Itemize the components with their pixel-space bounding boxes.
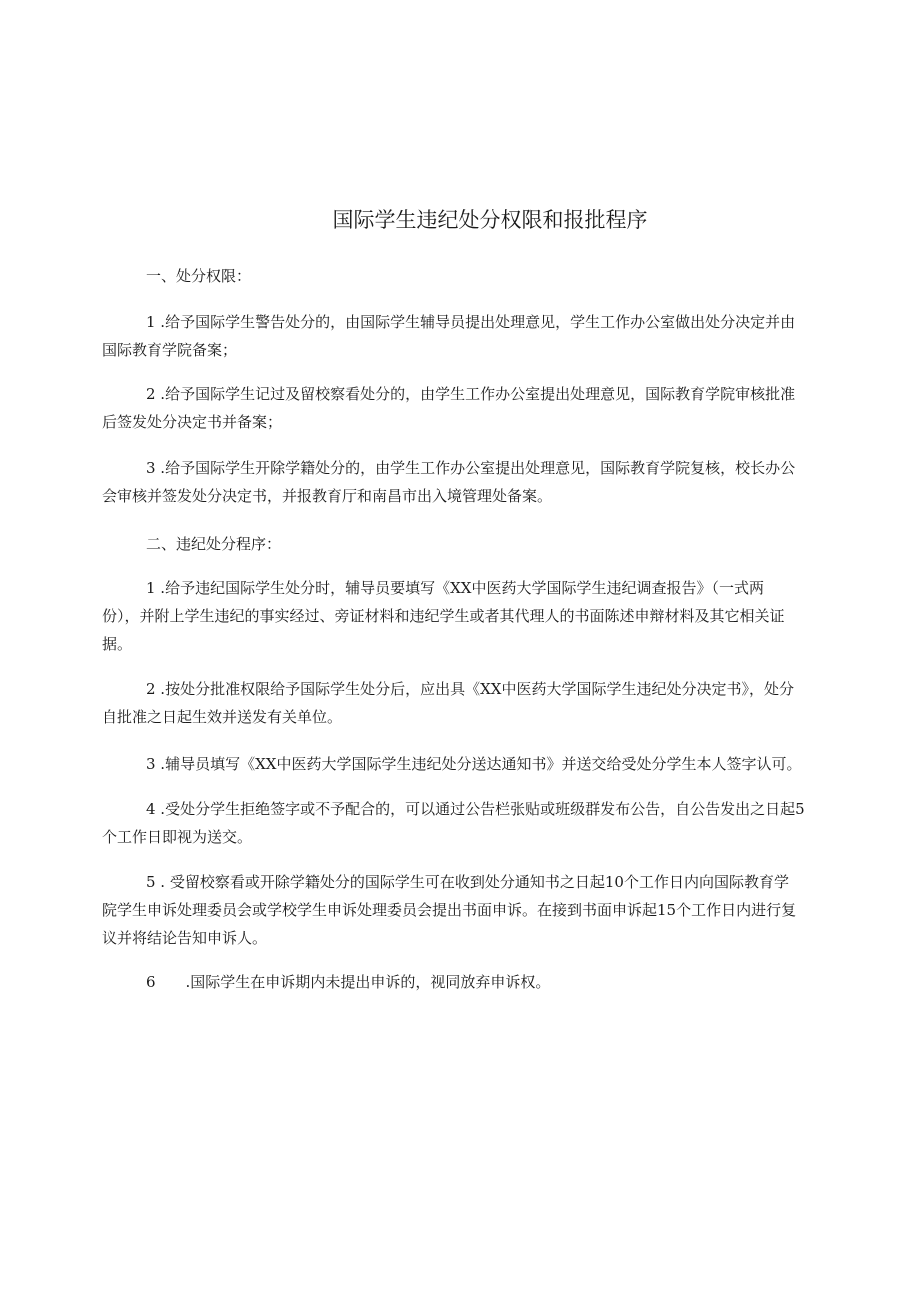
paragraph-line: 后签发处分决定书并备案； xyxy=(102,413,283,431)
paragraph-line: 5 . 受留校察看或开除学籍处分的国际学生可在收到处分通知书之日起10个工作日内向国际教育学 xyxy=(146,873,789,891)
procedure-item-1 xyxy=(102,574,880,658)
paragraph-line: 3 .给予国际学生开除学籍处分的，由学生工作办公室提出处理意见，国际教育学院复核，校长办公 xyxy=(146,459,796,477)
paragraph-line: 4 .受处分学生拒绝签字或不予配合的，可以通过公告栏张贴或班级群发布公告，自公告发出之日起5 xyxy=(146,800,805,818)
paragraph-line: 会审核并签发处分决定书，并报教育厅和南昌市出入境管理处备案。 xyxy=(102,487,553,505)
procedure-item-3 xyxy=(102,750,880,778)
paragraph-line: 1 .给予国际学生警告处分的，由国际学生辅导员提出处理意见，学生工作办公室做出处分决定并由 xyxy=(146,313,796,331)
procedure-item-5 xyxy=(102,868,880,952)
section-heading-authority: 一、处分权限： xyxy=(146,267,252,285)
paragraph-line: 议并将结论告知申诉人。 xyxy=(102,929,268,947)
procedure-item-2 xyxy=(102,675,880,731)
procedure-item-4 xyxy=(102,795,880,851)
authority-item-1 xyxy=(102,308,880,364)
paragraph-line: 个工作日即视为送交。 xyxy=(102,828,253,846)
document-title: 国际学生违纪处分权限和报批程序 xyxy=(332,208,648,232)
authority-item-3 xyxy=(102,454,880,510)
paragraph-line: 国际教育学院备案； xyxy=(102,341,238,359)
paragraph-line: 份），并附上学生违纪的事实经过、旁证材料和违纪学生或者其代理人的书面陈述申辩材料及其它相关证 xyxy=(102,607,785,625)
paragraph-line: 自批准之日起生效并送发有关单位。 xyxy=(102,708,343,726)
paragraph-line: 1 .给予违纪国际学生处分时，辅导员要填写《XX中医药大学国际学生违纪调查报告》（一式两 xyxy=(146,579,764,597)
paragraph-line: 院学生申诉处理委员会或学校学生申诉处理委员会提出书面申诉。在接到书面申诉起15个工作日内进行复 xyxy=(102,901,797,919)
paragraph-line: 3 .辅导员填写《XX中医药大学国际学生违纪处分送达通知书》并送交给受处分学生本人签字认可。 xyxy=(146,755,802,773)
paragraph-line: 2 .按处分批准权限给予国际学生处分后，应出具《XX中医药大学国际学生违纪处分决定书》，处分 xyxy=(146,680,794,698)
section-heading-procedure: 二、违纪处分程序： xyxy=(146,535,282,553)
paragraph-line: 6 .国际学生在申诉期内未提出申诉的，视同放弃申诉权。 xyxy=(146,973,551,991)
procedure-item-6 xyxy=(102,968,880,996)
paragraph-line: 据。 xyxy=(102,635,133,653)
authority-item-2 xyxy=(102,380,880,436)
paragraph-line: 2 .给予国际学生记过及留校察看处分的，由学生工作办公室提出处理意见，国际教育学院审核批准 xyxy=(146,385,796,403)
